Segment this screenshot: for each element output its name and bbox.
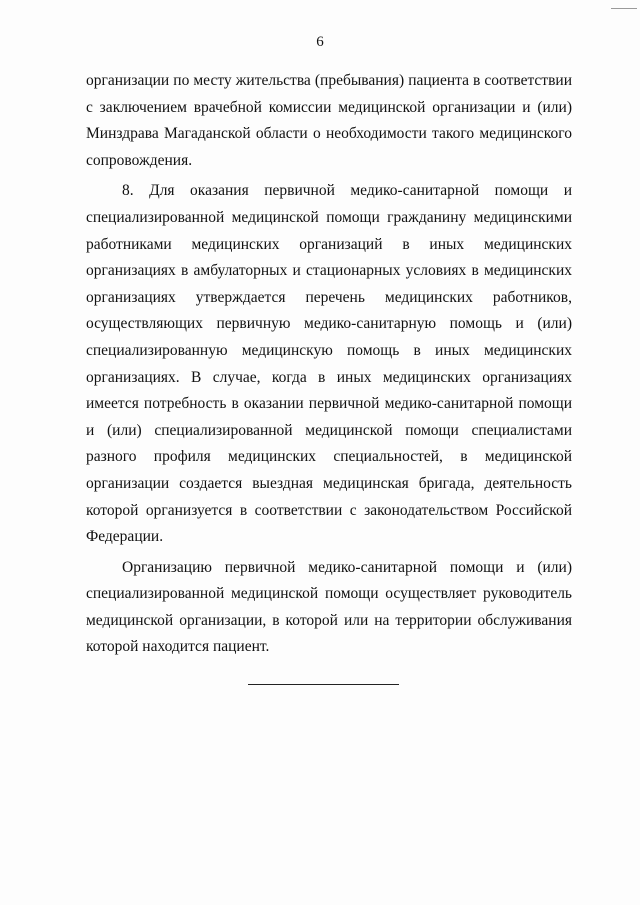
page-number: 6 — [316, 34, 324, 50]
scan-edge-mark — [611, 2, 637, 9]
paragraph-continuation: организации по месту жительства (пребывания) пациента в соответствии с заключением врачебной комиссии медицинской организации и (или) Минздрава Магаданской области о необходимости такого медицинского сопровождения. — [86, 72, 572, 169]
end-of-text-rule — [248, 684, 399, 685]
paragraph-item-8: 8. Для оказания первичной медико-санитарной помощи и специализированной медицинской помощи гражданину медицинскими работниками медицинских организаций в иных медицинских организациях в амбулаторных и стационарных условиях в медицинских организациях утверждается перечень медицинских работников, осуществляющих первичную медико-санитарную помощь и (или) специализированную медицинскую помощь в иных медицинских организациях. В случае, когда в иных медицинских организациях имеется потребность в оказании первичной медико-санитарной помощи и (или) специализированной медицинской помощи специалистами разного профиля медицинских специальностей, в медицинской организации создается выездная медицинская бригада, деятельность которой организуется в соответствии с законодательством Российской Федерации. — [86, 182, 572, 546]
paragraph-organization-responsibility: Организацию первичной медико-санитарной помощи и (или) специализированной медицинской помощи осуществляет руководитель медицинской организации, в которой или на территории обслуживания которой находится пациент. — [86, 558, 572, 656]
document-body — [86, 68, 572, 661]
